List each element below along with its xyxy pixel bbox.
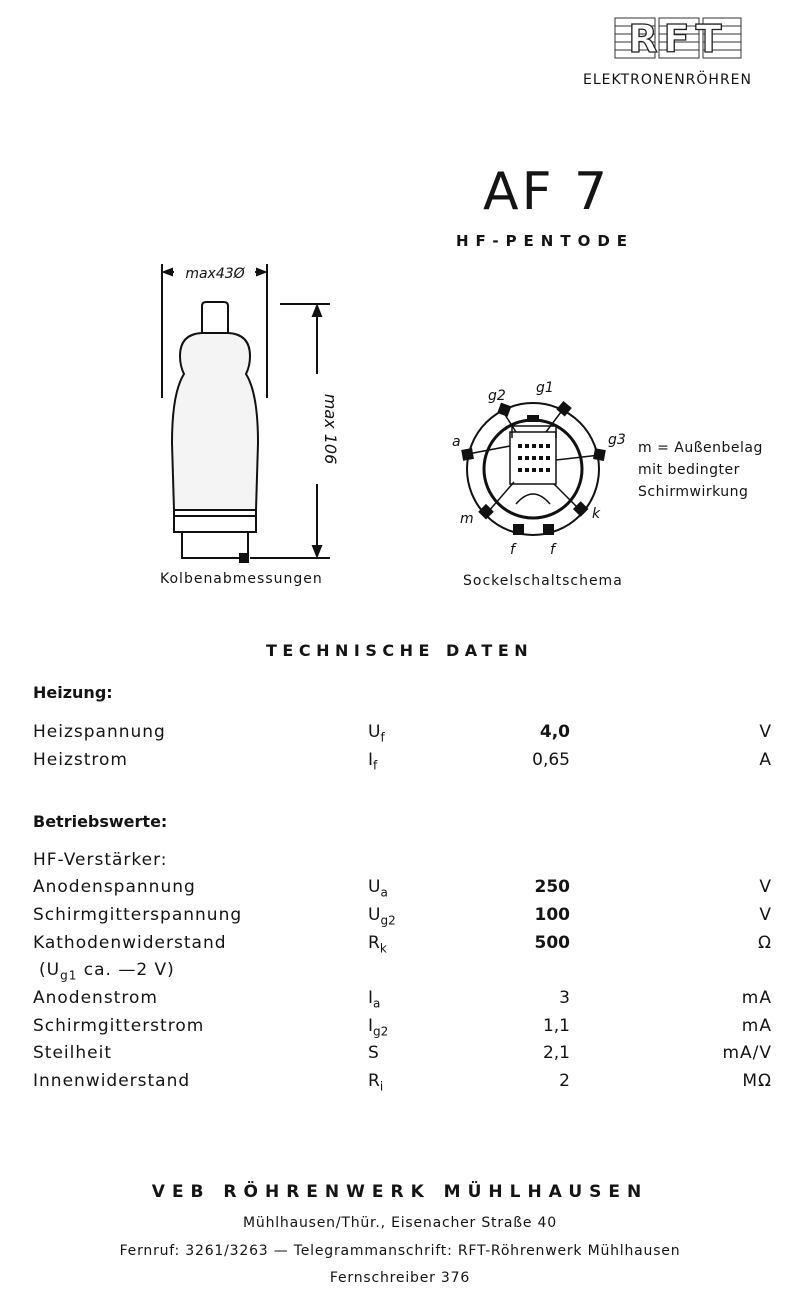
bulb-drawing [150, 258, 340, 570]
spec-symbol: S [368, 1043, 379, 1063]
pin-g3 [593, 448, 606, 461]
pin-m [478, 504, 494, 520]
bulb-width-label: max43Ø [185, 266, 245, 282]
spec-label: Schirmgitterspannung [33, 905, 243, 925]
note-line: Schirmwirkung [638, 484, 749, 500]
tube-subtitle: HF-PENTODE [456, 232, 635, 250]
amplifier-label: HF-Verstärker: [33, 850, 168, 870]
spec-value: 100 [534, 905, 570, 925]
pin-f-left [513, 524, 524, 535]
spec-symbol: $R_k$ [368, 933, 387, 956]
spec-symbol: $I_{g2}$ [368, 1016, 389, 1039]
spec-row [0, 877, 800, 905]
spec-row [0, 1016, 800, 1044]
spec-unit: Ω [758, 933, 772, 953]
spec-unit: MΩ [742, 1071, 772, 1091]
spec-symbol: $R_i$ [368, 1071, 384, 1094]
spec-label: Heizstrom [33, 750, 128, 770]
spec-symbol: $I_a$ [368, 988, 381, 1011]
footer-company: VEB RÖHRENWERK MÜHLHAUSEN [151, 1182, 649, 1202]
spec-label: Kathodenwiderstand [33, 933, 227, 953]
bulb-caption: Kolbenabmessungen [160, 571, 323, 587]
spec-value: 2,1 [542, 1043, 570, 1063]
spec-unit: mA [741, 988, 772, 1008]
spec-unit: V [759, 877, 772, 897]
tech-data-heading: TECHNISCHE DATEN [266, 641, 534, 660]
spec-row [0, 750, 800, 778]
spec-unit: V [759, 722, 772, 742]
spec-value: 2 [559, 1071, 570, 1091]
spec-label: Heizspannung [33, 722, 166, 742]
spec-label: Anodenspannung [33, 877, 196, 897]
operating-section-title: Betriebswerte: [33, 812, 168, 831]
logo-caption: ELEKTRONENRÖHREN [583, 72, 752, 88]
spec-value: 3 [559, 988, 570, 1008]
spec-row [0, 1043, 800, 1071]
spec-symbol: $U_a$ [368, 877, 388, 900]
pin-g2 [497, 403, 511, 417]
spec-value: 500 [534, 933, 570, 953]
pin-m-note [638, 437, 763, 503]
spec-row [0, 1071, 800, 1099]
spec-row [0, 850, 800, 878]
spec-row [0, 905, 800, 933]
spec-unit: A [759, 750, 772, 770]
spec-symbol: $U_{g2}$ [368, 905, 396, 928]
pin-a [461, 448, 474, 461]
footer-telex: Fernschreiber 376 [329, 1270, 471, 1286]
spec-row [0, 933, 800, 961]
footer-contact: Fernruf: 3261/3263 — Telegrammanschrift: RFT-Röhrenwerk Mühlhausen [119, 1243, 681, 1259]
pin-label-g2: g2 [488, 388, 506, 404]
pin-label-a: a [452, 434, 461, 450]
spec-unit: mA/V [722, 1043, 772, 1063]
heating-section-title: Heizung: [33, 683, 113, 702]
spec-symbol: $U_f$ [368, 722, 385, 745]
socket-caption: Sockelschaltschema [463, 573, 623, 589]
socket-schematic [446, 376, 636, 566]
spec-value: 0,65 [532, 750, 570, 770]
spec-row [0, 960, 800, 988]
rft-logo [612, 14, 744, 62]
spec-value: 250 [534, 877, 570, 897]
spec-symbol: $I_f$ [368, 750, 378, 773]
spec-unit: mA [741, 1016, 772, 1036]
spec-unit: V [759, 905, 772, 925]
spec-value: 1,1 [542, 1016, 570, 1036]
pin-k [573, 501, 589, 517]
footer-address: Mühlhausen/Thür., Eisenacher Straße 40 [243, 1215, 557, 1231]
spec-label: Anodenstrom [33, 988, 158, 1008]
note-line: m = Außenbelag [638, 440, 763, 456]
pin-label-k: k [592, 506, 601, 522]
pin-label-g1: g1 [536, 380, 554, 396]
tube-type-title: AF 7 [483, 162, 611, 222]
spec-row [0, 988, 800, 1016]
spec-value: 4,0 [539, 722, 570, 742]
logo-mark: RFT [628, 17, 728, 61]
spec-label: Steilheit [33, 1043, 112, 1063]
cathode-bias-note: ($U_{g1}$ ca. —2 V) [39, 960, 175, 983]
pin-label-f2: f [550, 542, 555, 558]
spec-label: Innenwiderstand [33, 1071, 191, 1091]
spec-row [0, 722, 800, 750]
bulb-height-label: max 106 [321, 393, 340, 465]
pin-f-right [543, 524, 554, 535]
pin-label-g3: g3 [608, 432, 626, 448]
note-line: mit bedingter [638, 462, 740, 478]
spec-label: Schirmgitterstrom [33, 1016, 205, 1036]
pin-label-m: m [460, 511, 474, 527]
pin-label-f1: f [510, 542, 515, 558]
